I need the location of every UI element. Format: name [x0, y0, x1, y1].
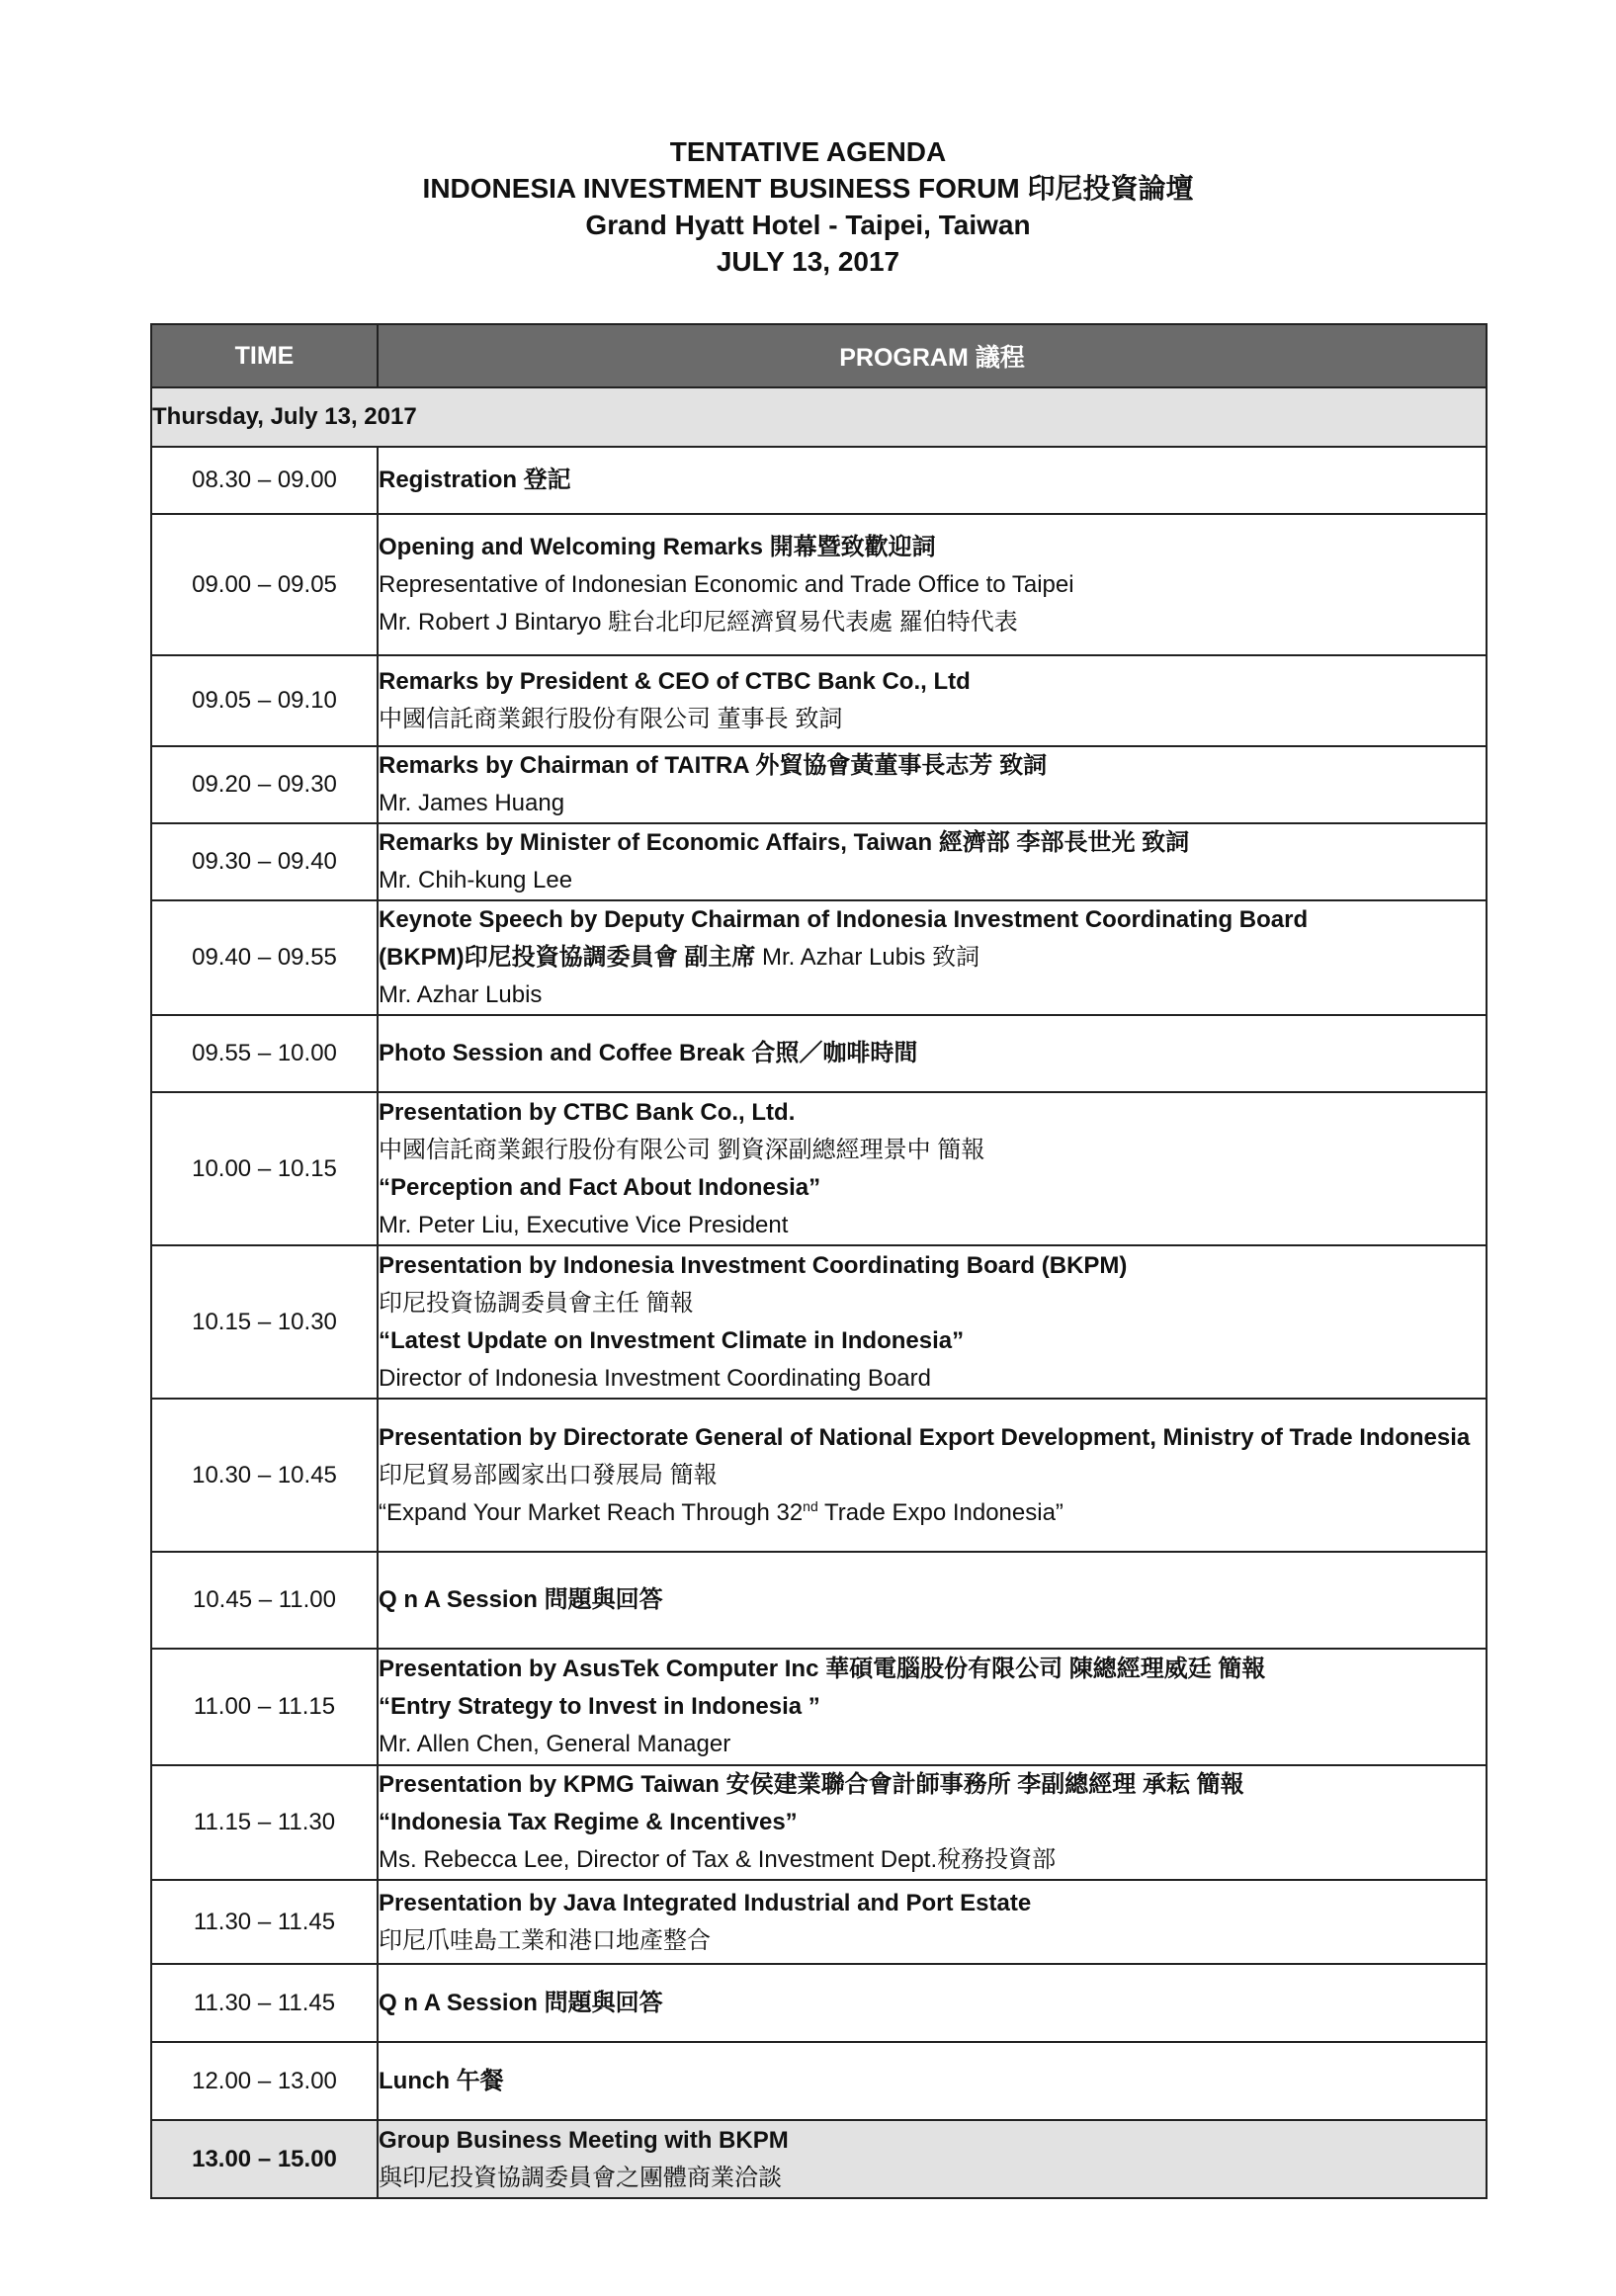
program-cell [378, 746, 1487, 823]
program-detail: 中國信託商業銀行股份有限公司 董事長 致詞 [379, 706, 843, 732]
program-title-part: Mr. Azhar Lubis 致詞 [755, 944, 980, 971]
program-detail: 印尼投資協調委員會主任 簡報 [379, 1289, 694, 1317]
time-cell: 09.40 – 09.55 [151, 900, 378, 1015]
program-cell [378, 1765, 1487, 1880]
program-title: Photo Session and Coffee Break 合照／咖啡時間 [379, 1040, 918, 1066]
program-speaker: Mr. Robert J Bintaryo 駐台北印尼經濟貿易代表處 羅伯特代表 [379, 608, 1018, 636]
time-cell: 11.30 – 11.45 [151, 1964, 378, 2042]
header-venue: Grand Hyatt Hotel - Taipei, Taiwan [585, 210, 1031, 240]
program-title: Q n A Session 問題與回答 [379, 1989, 663, 2016]
program-cell [378, 1015, 1487, 1092]
program-cell [378, 514, 1487, 655]
program-topic: “Perception and Fact About Indonesia” [379, 1173, 821, 1201]
program-cell [378, 1245, 1487, 1399]
program-title: Remarks by Chairman of TAITRA 外貿協會黃董事長志芳 致詞 [379, 752, 1048, 779]
program-title: Opening and Welcoming Remarks 開幕暨致歡迎詞 [379, 533, 936, 560]
program-speaker: Ms. Rebecca Lee, Director of Tax & Investment Dept.稅務投資部 [379, 1846, 1057, 1873]
table-row [151, 823, 1487, 900]
header-title: TENTATIVE AGENDA [669, 136, 947, 167]
program-title: Presentation by Java Integrated Industrial and Port Estate [379, 1889, 1032, 1916]
table-row [151, 1765, 1487, 1880]
program-cell [378, 1399, 1487, 1552]
program-detail: 印尼爪哇島工業和港口地產整合 [379, 1926, 711, 1954]
program-speaker: Mr. Azhar Lubis [379, 981, 543, 1008]
table-row [151, 1552, 1487, 1649]
program-detail: 印尼貿易部國家出口發展局 簡報 [379, 1461, 718, 1488]
program-title: Presentation by CTBC Bank Co., Ltd. [379, 1098, 796, 1126]
program-topic: “Entry Strategy to Invest in Indonesia ” [379, 1693, 820, 1720]
program-title: Presentation by AsusTek Computer Inc 華碩電腦股份有限公司 陳總經理威廷 簡報 [379, 1656, 1266, 1682]
program-speaker: Mr. Chih-kung Lee [379, 867, 573, 893]
topic-ordinal: nd [803, 1497, 818, 1514]
column-header-program: PROGRAM 議程 [378, 324, 1487, 387]
time-cell: 11.30 – 11.45 [151, 1880, 378, 1964]
program-cell [378, 2042, 1487, 2120]
program-title: Presentation by Indonesia Investment Coordinating Board (BKPM) [379, 1251, 1128, 1279]
topic-part: Trade Expo Indonesia” [817, 1498, 1063, 1526]
table-row [151, 1399, 1487, 1552]
table-row [151, 655, 1487, 746]
time-cell: 10.45 – 11.00 [151, 1552, 378, 1649]
program-title-continued [379, 939, 1486, 977]
program-title: Lunch 午餐 [379, 2067, 504, 2094]
table-row [151, 746, 1487, 823]
table-row [151, 1092, 1487, 1245]
program-speaker: Director of Indonesia Investment Coordinating Board [379, 1364, 931, 1392]
program-speaker: Mr. Allen Chen, General Manager [379, 1731, 731, 1757]
program-cell [378, 1880, 1487, 1964]
table-row [151, 1880, 1487, 1964]
time-cell: 11.15 – 11.30 [151, 1765, 378, 1880]
table-row [151, 2042, 1487, 2120]
program-topic [379, 1494, 1486, 1532]
table-row [151, 1245, 1487, 1399]
time-cell: 09.55 – 10.00 [151, 1015, 378, 1092]
program-cell [378, 2120, 1487, 2198]
time-cell: 08.30 – 09.00 [151, 447, 378, 514]
program-topic: “Latest Update on Investment Climate in Indonesia” [379, 1326, 965, 1354]
day-row [151, 387, 1487, 447]
column-header-time: TIME [151, 324, 378, 387]
program-title: Presentation by Directorate General of National Export Development, Ministry of Trade Indonesia [379, 1423, 1471, 1451]
time-cell: 09.20 – 09.30 [151, 746, 378, 823]
table-row [151, 2120, 1487, 2198]
program-title: Keynote Speech by Deputy Chairman of Indonesia Investment Coordinating Board [379, 906, 1309, 933]
time-cell: 10.00 – 10.15 [151, 1092, 378, 1245]
program-detail: 與印尼投資協調委員會之團體商業洽談 [379, 2164, 782, 2191]
program-cell [378, 447, 1487, 514]
program-title: Presentation by KPMG Taiwan 安侯建業聯合會計師事務所 李副總經理 承耘 簡報 [379, 1771, 1244, 1798]
program-speaker: Mr. Peter Liu, Executive Vice President [379, 1211, 789, 1238]
time-cell: 09.30 – 09.40 [151, 823, 378, 900]
table-row [151, 900, 1487, 1015]
program-cell [378, 1092, 1487, 1245]
header-date: JULY 13, 2017 [716, 246, 900, 277]
time-cell: 13.00 – 15.00 [151, 2120, 378, 2198]
time-cell: 12.00 – 13.00 [151, 2042, 378, 2120]
day-label: Thursday, July 13, 2017 [151, 387, 1487, 447]
table-row [151, 514, 1487, 655]
time-cell: 09.05 – 09.10 [151, 655, 378, 746]
table-row [151, 1649, 1487, 1765]
time-cell: 10.15 – 10.30 [151, 1245, 378, 1399]
program-title: Remarks by President & CEO of CTBC Bank Co., Ltd [379, 668, 971, 695]
table-header-row [151, 324, 1487, 387]
program-cell [378, 1649, 1487, 1765]
program-cell [378, 1552, 1487, 1649]
program-detail: 中國信託商業銀行股份有限公司 劉資深副總經理景中 簡報 [379, 1136, 985, 1163]
program-speaker: Mr. James Huang [379, 790, 565, 816]
time-cell: 10.30 – 10.45 [151, 1399, 378, 1552]
table-row [151, 1964, 1487, 2042]
program-topic: “Indonesia Tax Regime & Incentives” [379, 1809, 798, 1835]
program-title: Remarks by Minister of Economic Affairs, Taiwan 經濟部 李部長世光 致詞 [379, 829, 1190, 856]
table-row [151, 1015, 1487, 1092]
program-title-part: (BKPM)印尼投資協調委員會 副主席 [379, 944, 756, 971]
program-cell [378, 1964, 1487, 2042]
program-cell [378, 655, 1487, 746]
time-cell: 11.00 – 11.15 [151, 1649, 378, 1765]
program-title: Q n A Session 問題與回答 [379, 1586, 663, 1613]
header-event-name: INDONESIA INVESTMENT BUSINESS FORUM 印尼投資論壇 [422, 173, 1194, 204]
agenda-table [150, 323, 1488, 2199]
program-title: Group Business Meeting with BKPM [379, 2126, 789, 2154]
program-cell [378, 823, 1487, 900]
program-cell [378, 900, 1487, 1015]
program-title: Registration 登記 [379, 467, 571, 493]
program-detail: Representative of Indonesian Economic and Trade Office to Taipei [379, 570, 1074, 598]
time-cell: 09.00 – 09.05 [151, 514, 378, 655]
table-row [151, 447, 1487, 514]
topic-part: “Expand Your Market Reach Through 32 [379, 1498, 804, 1526]
agenda-header [0, 133, 1616, 280]
